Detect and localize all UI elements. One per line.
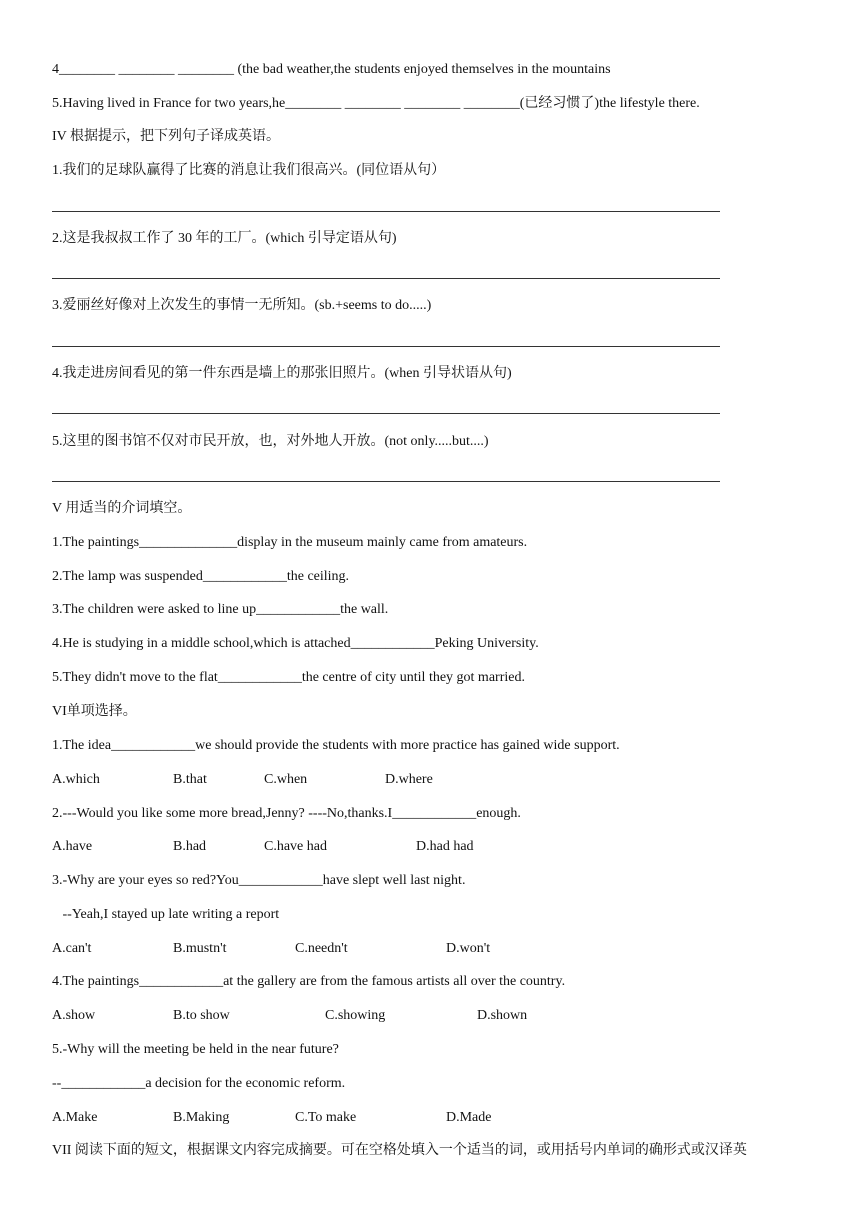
section-iii-q4: 4________ ________ ________ (the bad weather,the students enjoyed themselves in the mountains [52, 62, 611, 77]
mc-q3-option-c: C.needn't [295, 941, 348, 956]
preposition-item-3: 3.The children were asked to line up____________the wall. [52, 602, 389, 617]
section-iv-heading: IV 根据提示，把下列句子译成英语。 [52, 129, 281, 144]
mc-q3-stem: 3.-Why are your eyes so red?You____________have slept well last night. [52, 873, 466, 888]
mc-q4-option-d: D.shown [477, 1008, 528, 1023]
section-v-heading: V 用适当的介词填空。 [52, 501, 192, 516]
mc-q1-option-d: D.where [385, 772, 433, 787]
mc-q5-stem: 5.-Why will the meeting be held in the near future? [52, 1042, 339, 1057]
mc-q4-stem: 4.The paintings____________at the gallery are from the famous artists all over the country. [52, 974, 566, 989]
mc-q3-stem-reply: --Yeah,I stayed up late writing a report [52, 907, 280, 922]
mc-q5-option-a: A.Make [52, 1110, 98, 1125]
mc-q4-option-c: C.showing [325, 1008, 386, 1023]
answer-line-4 [52, 413, 720, 414]
answer-line-2 [52, 278, 720, 279]
mc-q1-stem: 1.The idea____________we should provide the students with more practice has gained wide support. [52, 738, 620, 753]
preposition-item-1: 1.The paintings______________display in the museum mainly came from amateurs. [52, 535, 528, 550]
mc-q5-option-c: C.To make [295, 1110, 357, 1125]
answer-line-5 [52, 481, 720, 482]
mc-q2-option-a: A.have [52, 839, 93, 854]
answer-line-1 [52, 211, 720, 212]
mc-q3-option-b: B.mustn't [173, 941, 227, 956]
translation-item-3: 3.爱丽丝好像对上次发生的事情一无所知。(sb.+seems to do.....) [52, 298, 432, 313]
translation-item-4: 4.我走进房间看见的第一件东西是墙上的那张旧照片。(when 引导状语从句) [52, 366, 512, 381]
mc-q3-option-d: D.won't [446, 941, 491, 956]
mc-q3-option-a: A.can't [52, 941, 92, 956]
mc-q4-option-a: A.show [52, 1008, 96, 1023]
mc-q1-option-c: C.when [264, 772, 308, 787]
mc-q2-option-b: B.had [173, 839, 207, 854]
translation-item-1: 1.我们的足球队赢得了比赛的消息让我们很高兴。(同位语从句） [52, 163, 446, 178]
translation-item-5: 5.这里的图书馆不仅对市民开放，也，对外地人开放。(not only.....but....) [52, 434, 489, 449]
mc-q5-stem-reply: --____________a decision for the economic reform. [52, 1076, 346, 1091]
section-iii-q5: 5.Having lived in France for two years,he________ ________ ________ ________(已经习惯了)the lifestyle there. [52, 96, 700, 111]
answer-line-3 [52, 346, 720, 347]
mc-q2-stem: 2.---Would you like some more bread,Jenny? ----No,thanks.I____________enough. [52, 806, 521, 821]
mc-q5-option-b: B.Making [173, 1110, 230, 1125]
mc-q1-option-b: B.that [173, 772, 207, 787]
preposition-item-2: 2.The lamp was suspended____________the ceiling. [52, 569, 350, 584]
mc-q5-option-d: D.Made [446, 1110, 492, 1125]
section-vi-heading: VI单项选择。 [52, 704, 137, 719]
mc-q2-option-d: D.had had [416, 839, 474, 854]
mc-q2-option-c: C.have had [264, 839, 327, 854]
preposition-item-4: 4.He is studying in a middle school,which is attached____________Peking University. [52, 636, 539, 651]
translation-item-2: 2.这是我叔叔工作了 30 年的工厂。(which 引导定语从句) [52, 231, 397, 246]
mc-q4-option-b: B.to show [173, 1008, 230, 1023]
mc-q1-option-a: A.which [52, 772, 100, 787]
preposition-item-5: 5.They didn't move to the flat____________the centre of city until they got married. [52, 670, 525, 685]
section-vii-heading: VII 阅读下面的短文，根据课文内容完成摘要。可在空格处填入一个适当的词，或用括号内单词的确形式或汉译英 [52, 1143, 747, 1158]
